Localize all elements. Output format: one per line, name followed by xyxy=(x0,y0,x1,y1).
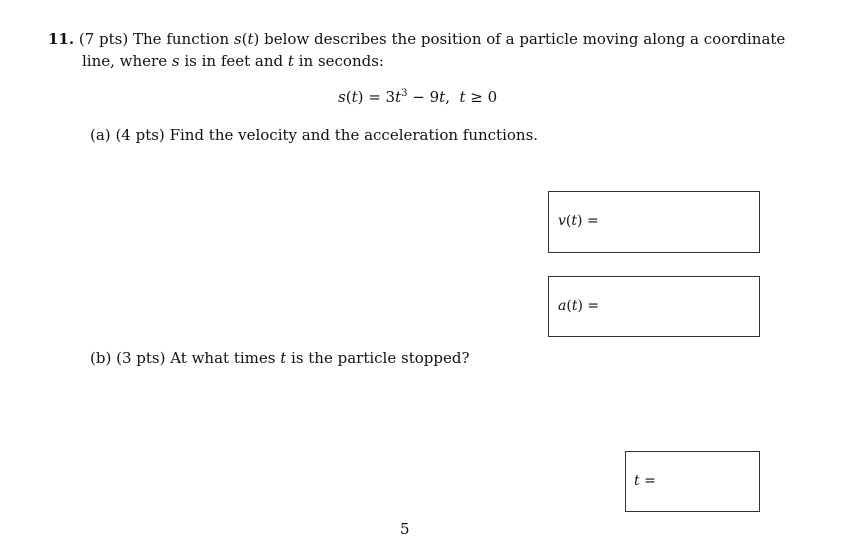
acceleration-label xyxy=(558,298,599,314)
problem-statement-line-2 xyxy=(82,52,384,70)
position-equation xyxy=(338,88,497,106)
math-var-s: s xyxy=(171,52,180,70)
part-b-points: (3 pts) xyxy=(116,349,166,367)
problem-text: in seconds: xyxy=(293,52,384,70)
math-text: ) = 3 xyxy=(357,88,396,106)
problem-statement-line-1 xyxy=(48,30,785,48)
math-var-s: s xyxy=(338,88,346,106)
velocity-answer-box[interactable] xyxy=(548,191,760,253)
math-var-t: t xyxy=(571,298,578,314)
problem-points: (7 pts) xyxy=(78,30,129,48)
part-a-label: (a) xyxy=(90,126,111,144)
math-paren: ( xyxy=(566,298,572,314)
math-var-t: t xyxy=(280,349,287,367)
math-text: = xyxy=(639,473,656,489)
math-text: − 9 xyxy=(407,88,440,106)
math-var-t: t xyxy=(287,52,294,70)
math-var-t: t xyxy=(634,473,640,489)
math-text: ) = xyxy=(577,298,600,314)
part-b-text: is the particle stopped? xyxy=(286,349,470,367)
stopped-times-answer-box[interactable] xyxy=(625,451,760,512)
page-number: 5 xyxy=(400,520,410,538)
math-text: , xyxy=(445,88,460,106)
math-var-t: t xyxy=(351,88,358,106)
problem-number: 11. xyxy=(48,30,75,48)
math-var-t: t xyxy=(247,30,254,48)
math-var-t: t xyxy=(459,88,466,106)
part-b-label: (b) xyxy=(90,349,112,367)
part-b-prompt xyxy=(90,349,469,367)
math-text: ) = xyxy=(577,213,599,229)
math-var-t: t xyxy=(571,213,578,229)
math-paren: ( xyxy=(241,30,248,48)
problem-text: line, where xyxy=(82,52,172,70)
problem-text: The function xyxy=(133,30,234,48)
part-b-text: At what times xyxy=(170,349,281,367)
math-paren: ( xyxy=(345,88,352,106)
math-var-s: s xyxy=(233,30,242,48)
math-exponent: 3 xyxy=(401,88,408,99)
math-text: ≥ 0 xyxy=(465,88,498,106)
part-a-prompt xyxy=(90,126,538,144)
stopped-times-label xyxy=(634,473,656,489)
part-a-text: Find the velocity and the acceleration functions. xyxy=(169,126,539,144)
math-var-t: t xyxy=(439,88,446,106)
problem-text: ) below describes the position of a particle moving along a coordinate xyxy=(253,30,786,48)
math-var-v: v xyxy=(558,213,566,229)
problem-text: is in feet and xyxy=(179,52,288,70)
velocity-label xyxy=(558,213,599,229)
part-a-points: (4 pts) xyxy=(115,126,165,144)
acceleration-answer-box[interactable] xyxy=(548,276,760,337)
math-var-t: t xyxy=(395,88,402,106)
math-var-a: a xyxy=(558,298,567,314)
math-paren: ( xyxy=(565,213,572,229)
